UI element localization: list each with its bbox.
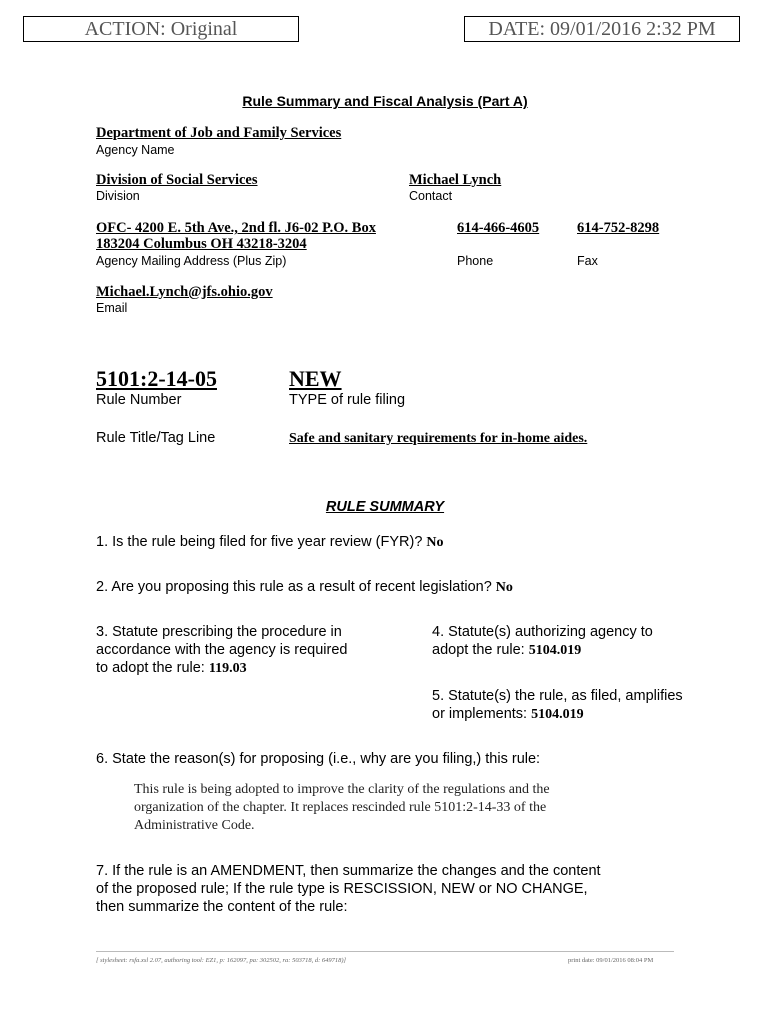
footer-left: [ stylesheet: rsfa.xsl 2.07, authoring tool: EZ1, p: 162097, pa: 302502, ra: 503718, d: 649718)] <box>96 957 347 964</box>
question-6-answer-line3: Administrative Code. <box>134 818 255 833</box>
contact-label: Contact <box>409 189 453 203</box>
question-1-text: 1. Is the rule being filed for five year review (FYR)? <box>96 534 423 550</box>
contact-value: Michael Lynch <box>409 172 502 188</box>
agency-name-value: Department of Job and Family Services <box>96 125 342 141</box>
question-2 <box>96 578 513 597</box>
action-text: ACTION: Original <box>84 18 238 40</box>
question-7-line3: then summarize the content of the rule: <box>96 899 348 915</box>
rule-title-label: Rule Title/Tag Line <box>96 430 216 446</box>
division-value: Division of Social Services <box>96 172 258 188</box>
question-5-line1: 5. Statute(s) the rule, as filed, amplifies <box>432 688 683 704</box>
fax-label: Fax <box>577 254 598 268</box>
footer-print-date: print date: 09/01/2016 08:04 PM <box>568 957 654 964</box>
question-3-answer: 119.03 <box>208 661 247 676</box>
question-6-answer <box>134 781 550 835</box>
email-value: Michael.Lynch@jfs.ohio.gov <box>96 284 273 300</box>
question-2-answer: No <box>495 580 513 595</box>
question-3 <box>96 623 396 678</box>
rule-number-label: Rule Number <box>96 392 182 408</box>
question-4-line2: adopt the rule: <box>432 642 525 658</box>
date-box <box>464 16 740 42</box>
question-4 <box>432 623 732 660</box>
question-6-answer-line1: This rule is being adopted to improve the clarity of the regulations and the <box>134 782 550 797</box>
question-6-answer-line2: organization of the chapter. It replaces rescinded rule 5101:2-14-33 of the <box>134 800 547 815</box>
question-5 <box>432 687 742 724</box>
division-label: Division <box>96 189 140 203</box>
email-label: Email <box>96 301 128 315</box>
action-box <box>23 16 299 42</box>
question-4-line1: 4. Statute(s) authorizing agency to <box>432 624 653 640</box>
rule-type: NEW <box>289 366 342 391</box>
question-7-line1: 7. If the rule is an AMENDMENT, then summarize the changes and the content <box>96 863 601 879</box>
page-title: Rule Summary and Fiscal Analysis (Part A) <box>242 93 528 109</box>
agency-name-label: Agency Name <box>96 143 175 157</box>
question-1 <box>96 533 444 552</box>
question-5-answer: 5104.019 <box>531 707 584 722</box>
address-line2: 183204 Columbus OH 43218-3204 <box>96 236 307 252</box>
question-3-line1: 3. Statute prescribing the procedure in <box>96 624 342 640</box>
question-3-line3: to adopt the rule: <box>96 660 205 676</box>
rule-summary-heading: RULE SUMMARY <box>325 499 445 515</box>
rule-title-value: Safe and sanitary requirements for in-home aides. <box>289 431 588 446</box>
question-7-line2: of the proposed rule; If the rule type is RESCISSION, NEW or NO CHANGE, <box>96 881 588 897</box>
address-label: Agency Mailing Address (Plus Zip) <box>96 254 287 268</box>
question-3-line2: accordance with the agency is required <box>96 642 348 658</box>
footer-divider <box>96 951 674 952</box>
question-6-text: 6. State the reason(s) for proposing (i.e., why are you filing,) this rule: <box>96 751 541 767</box>
question-4-answer: 5104.019 <box>528 643 582 658</box>
phone-value: 614-466-4605 <box>457 220 540 236</box>
date-text: DATE: 09/01/2016 2:32 PM <box>488 18 716 40</box>
phone-label: Phone <box>457 254 494 268</box>
rule-number: 5101:2-14-05 <box>96 366 217 391</box>
fax-value: 614-752-8298 <box>577 220 660 236</box>
question-5-line2: or implements: <box>432 706 528 722</box>
question-1-answer: No <box>426 535 444 550</box>
rule-type-label: TYPE of rule filing <box>289 392 406 408</box>
question-2-text: 2. Are you proposing this rule as a result of recent legislation? <box>96 579 492 595</box>
address-line1: OFC- 4200 E. 5th Ave., 2nd fl. J6-02 P.O. Box <box>96 220 376 236</box>
question-7 <box>96 862 601 916</box>
